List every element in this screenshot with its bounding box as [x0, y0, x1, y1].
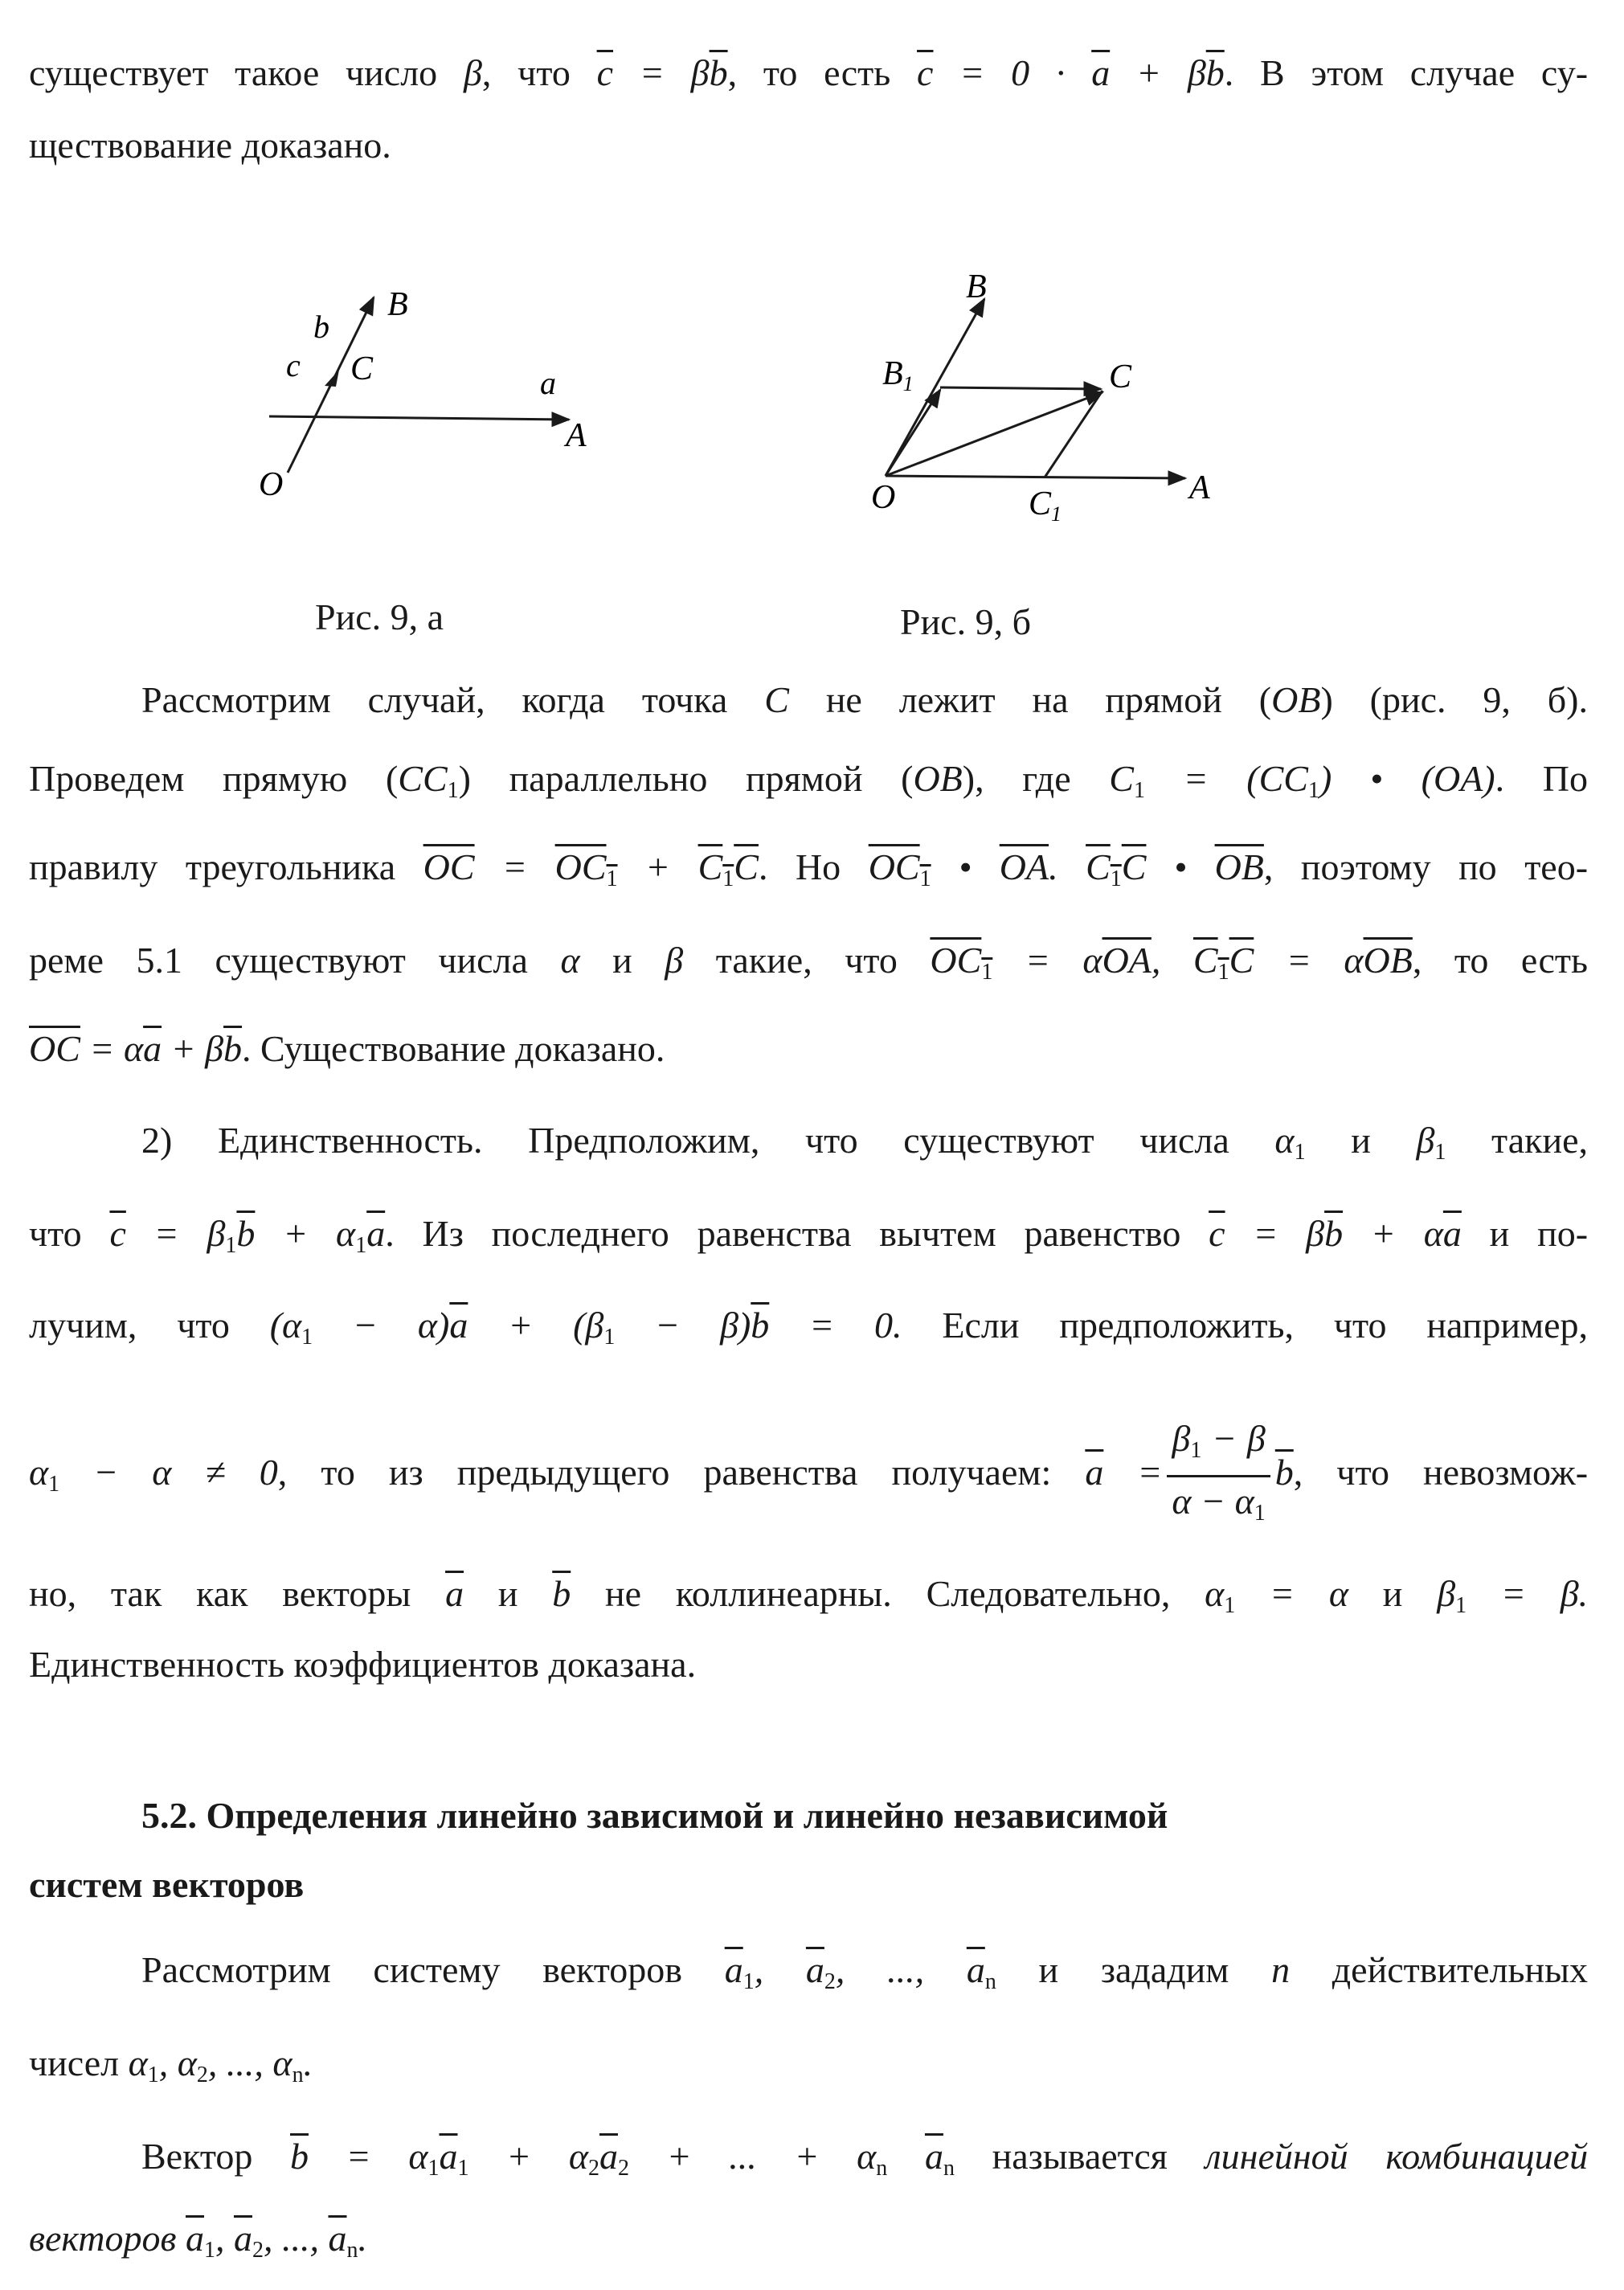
text-line-3: Рассмотрим случай, когда точка C не лежит на прямой (OB) (рис. 9, б).: [141, 679, 1588, 720]
label-c: c: [286, 347, 301, 383]
text-line-9: что $\overline{c} = \beta_1\overline{b} + \alpha_1\overline{a}$. Из последнего равенства вычтем равенство $\overline{c} = \beta\overline{b} + \alpha\overline{a}$ и по-: [29, 1213, 1589, 1258]
label-C: C: [1109, 358, 1132, 395]
text-line-17: векторов $\overline{a}_1$, $\overline{a}_2$, ..., $\overline{a}_n$.: [29, 2218, 367, 2263]
label-a: a: [540, 365, 556, 401]
figure-9a: [241, 265, 619, 539]
section-heading-line-2: систем векторов: [29, 1864, 305, 1905]
arrow-c: [325, 370, 339, 387]
text-line-1: существует такое число β, что $\overline{c} = \beta\overline{b}$, то есть $\overline{c} = 0 \cdot \overline{a} + \beta\overline{b}$. В этом случае су-: [29, 52, 1589, 93]
text-line-5: правилу треугольника $\overline{OC} = OC_1 + C_1C$. Но $OC_1$ • $\overline{OA}$. $C_1C$ • $\overline{OB}$, поэтому по тео-: [29, 846, 1589, 891]
label-C: C: [350, 350, 374, 387]
axis-oa-line: [886, 476, 1185, 478]
text-line-6: реме 5.1 существуют числа α и β такие, что $OC_1 = \alpha\overline{OA}$, $C_1C = \alpha\overline{OB}$, то есть: [29, 940, 1588, 985]
text-line-11: $\alpha_1 - \alpha \ne 0$, то из предыдущего равенства получаем: $\overline{a}$ = $\frac{\beta_1 - \beta}{\alpha - \alpha_1}$ $\overline{b}$, что невозмож-: [29, 1415, 1588, 1538]
vector-oc: [886, 392, 1102, 476]
text-line-8: 2) Единственность. Предположим, что существуют числа $\alpha_1$ и $\beta_1$ такие,: [141, 1120, 1589, 1165]
label-A: A: [1189, 469, 1210, 506]
label-B1: B1: [882, 355, 914, 395]
text-line-4: Проведем прямую $(CC_1)$ параллельно прямой (OB), где $C_1 = (CC_1)$ • (OA). По: [29, 758, 1588, 803]
caption-fig-9b: Рис. 9, б: [900, 601, 1032, 642]
caption-fig-9a: Рис. 9, а: [315, 596, 444, 637]
text-line-13: Единственность коэффициентов доказана.: [29, 1644, 697, 1685]
label-B: B: [387, 286, 408, 323]
text-line-15: чисел $\alpha_1$, $\alpha_2$, ..., $\alpha_n$.: [29, 2042, 313, 2087]
label-b: b: [313, 309, 329, 345]
vector-ob1: [886, 390, 940, 476]
label-B: B: [966, 268, 987, 305]
text-line-16: Вектор $\overline{b} = \alpha_1\overline{a}_1 + \alpha_2\overline{a}_2$ + ... + $\alpha_n$ $\overline{a}_n$ называется линейной комбинацией: [141, 2136, 1589, 2181]
label-O: O: [259, 466, 284, 503]
text-line-12: но, так как векторы $\overline{a}$ и $\overline{b}$ не коллинеарны. Следовательно, $\alpha_1 = \alpha$ и $\beta_1 = \beta$.: [29, 1573, 1589, 1618]
text-line-7: $\overline{OC} = \alpha\overline{a} + \beta\overline{b}$. Существование доказано.: [29, 1028, 665, 1069]
text-line-2: ществование доказано.: [29, 125, 391, 166]
section-heading-line-1: 5.2. Определения линейно зависимой и линейно независимой: [141, 1795, 1168, 1836]
label-C1: C1: [1029, 485, 1062, 526]
figure-9b: [868, 265, 1237, 531]
label-O: O: [871, 479, 896, 516]
vector-b1c: [940, 387, 1101, 389]
text-line-10: лучим, что $(\alpha_1 - \alpha)\overline{a} + (\beta_1 - \beta)\overline{b} = 0$. Если предположить, что например,: [29, 1305, 1589, 1350]
text-line-14: Рассмотрим систему векторов $\overline{a}_1$, $\overline{a}_2$, ..., $\overline{a}_n$ и зададим n действительных: [141, 1949, 1589, 1994]
label-A: A: [566, 417, 587, 454]
